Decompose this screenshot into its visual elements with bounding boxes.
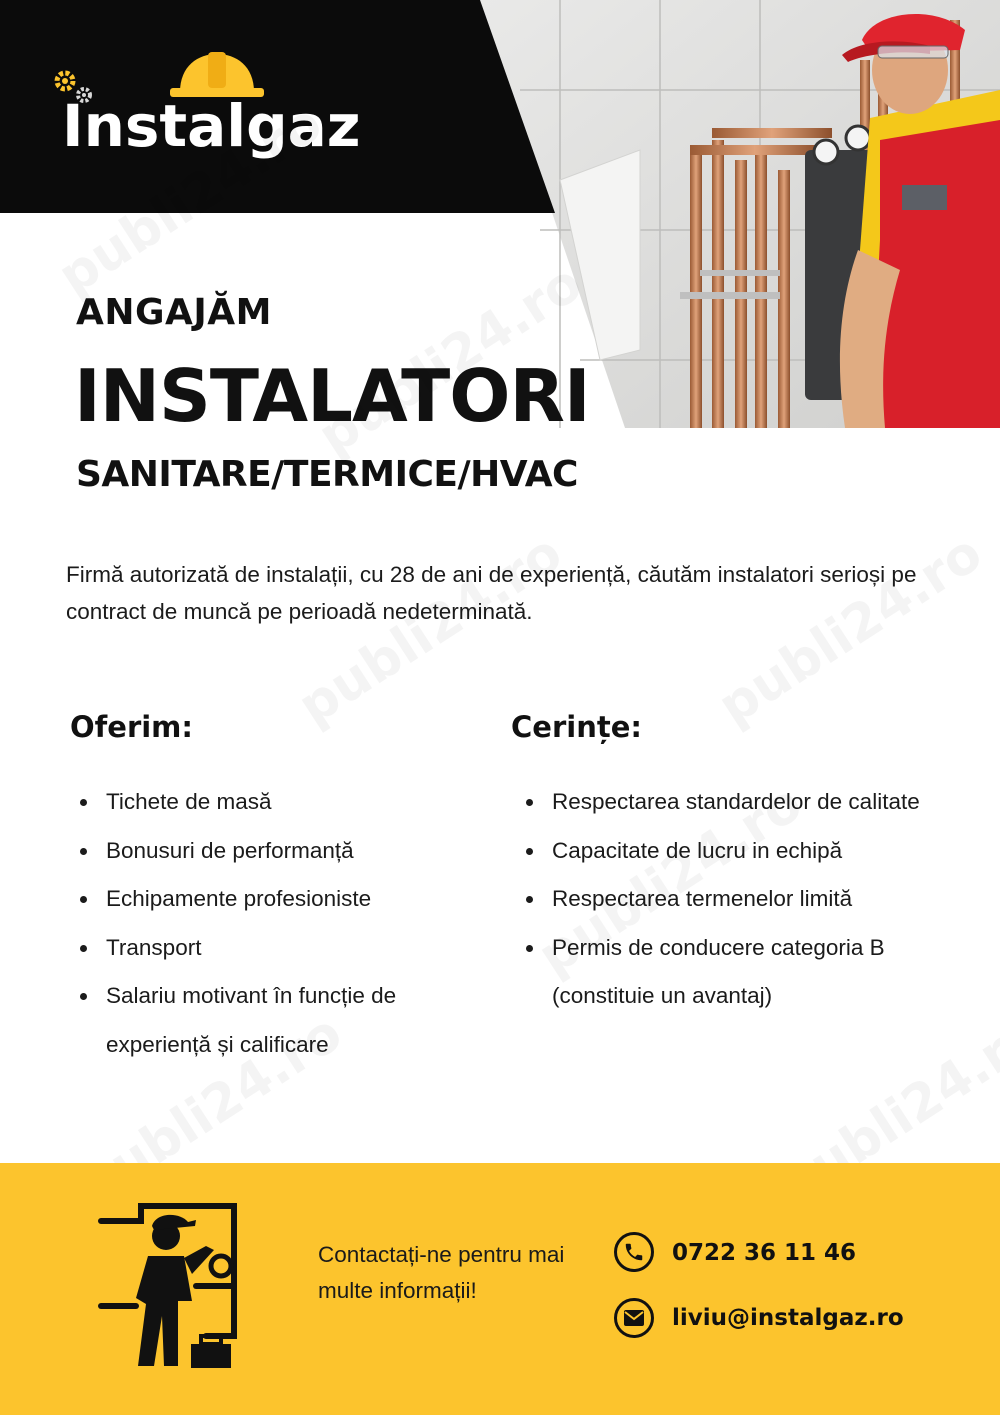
phone-icon [614,1232,654,1272]
list-item: Echipamente profesioniste [80,875,470,924]
list-item: Respectarea standardelor de calitate [526,778,966,827]
headline-small: ANGAJĂM [76,292,272,333]
phone-number[interactable]: 0722 36 11 46 [672,1240,857,1266]
intro-paragraph: Firmă autorizată de instalații, cu 28 de ani de experiență, căutăm instalatori serioși pe contract de muncă pe perioadă nedeterminată. [66,562,917,624]
email-address[interactable]: liviu@instalgaz.ro [672,1305,904,1331]
list-item: Tichete de masă [80,778,470,827]
list-item: Bonusuri de performanță [80,827,470,876]
headline-sub: SANITARE/TERMICE/HVAC [76,454,578,495]
envelope-icon [614,1298,654,1338]
contact-text: Contactați-ne pentru mai multe informații! [318,1242,565,1303]
plumber-icon [96,1186,241,1376]
list-item: Salariu motivant în funcție de experiență și calificare [80,972,470,1069]
brand-name: Instalgaz [62,92,361,160]
list-item: Capacitate de lucru in echipă [526,827,966,876]
offer-list [80,778,470,1069]
headline-big: INSTALATORI [74,354,590,438]
list-item: Respectarea termenelor limită [526,875,966,924]
offer-title: Oferim: [70,710,193,744]
requirements-title: Cerințe: [511,710,642,744]
list-item: Permis de conducere categoria B (constituie un avantaj) [526,924,966,1021]
list-item: Transport [80,924,470,973]
requirements-list [526,778,966,1021]
